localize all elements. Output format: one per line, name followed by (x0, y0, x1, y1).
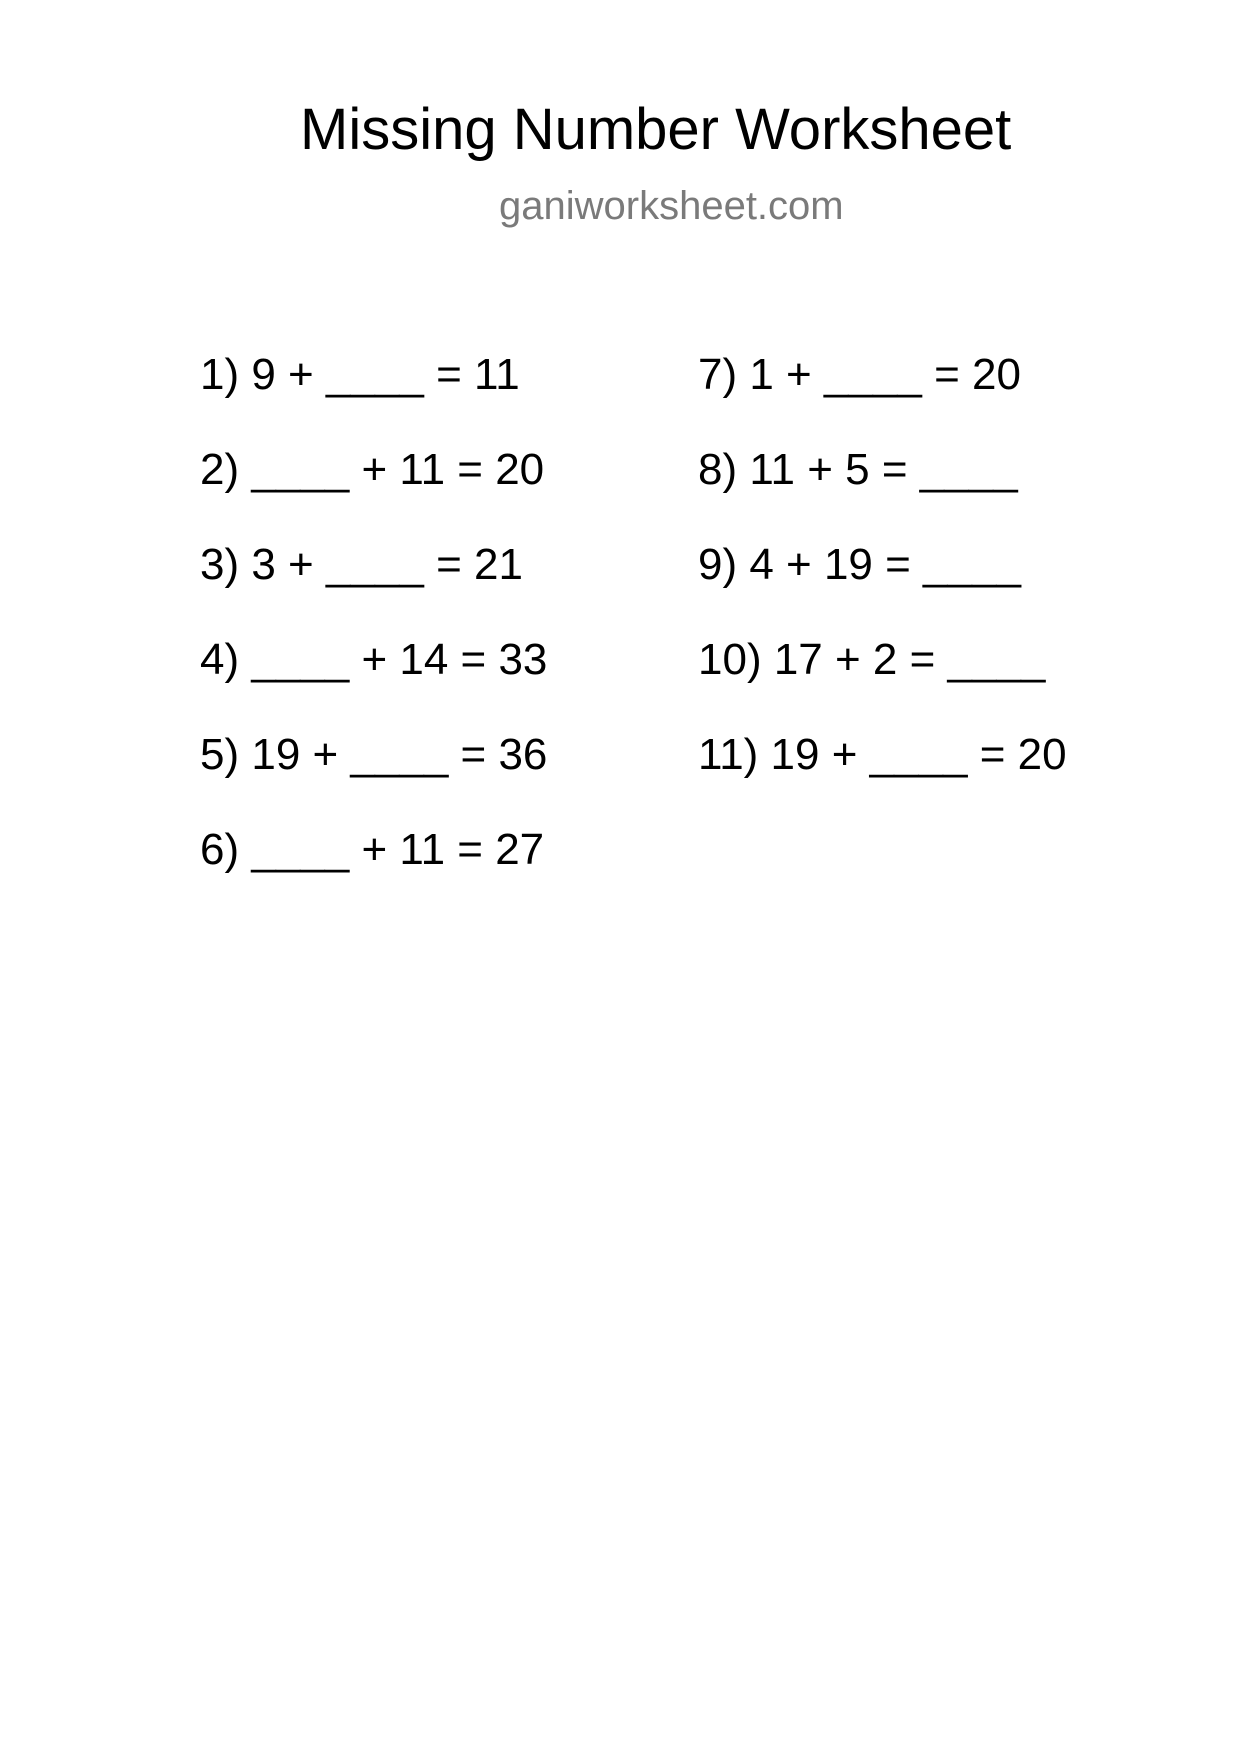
problem-item: 1) 9 + ____ = 11 (200, 350, 520, 399)
problem-column-right (698, 350, 1067, 825)
page-title: Missing Number Worksheet (300, 97, 1012, 162)
problem-item: 8) 11 + 5 = ____ (698, 445, 1018, 494)
problem-item: 3) 3 + ____ = 21 (200, 540, 523, 589)
problem-column-left (200, 350, 547, 920)
problem-item: 6) ____ + 11 = 27 (200, 825, 545, 874)
problem-item: 9) 4 + 19 = ____ (698, 540, 1021, 589)
problem-item: 10) 17 + 2 = ____ (698, 635, 1046, 684)
problem-item: 11) 19 + ____ = 20 (698, 730, 1067, 779)
problem-item: 4) ____ + 14 = 33 (200, 635, 548, 684)
problem-item: 7) 1 + ____ = 20 (698, 350, 1021, 399)
website-subtitle: ganiworksheet.com (499, 184, 844, 228)
problem-item: 2) ____ + 11 = 20 (200, 445, 545, 494)
problem-item: 5) 19 + ____ = 36 (200, 730, 548, 779)
